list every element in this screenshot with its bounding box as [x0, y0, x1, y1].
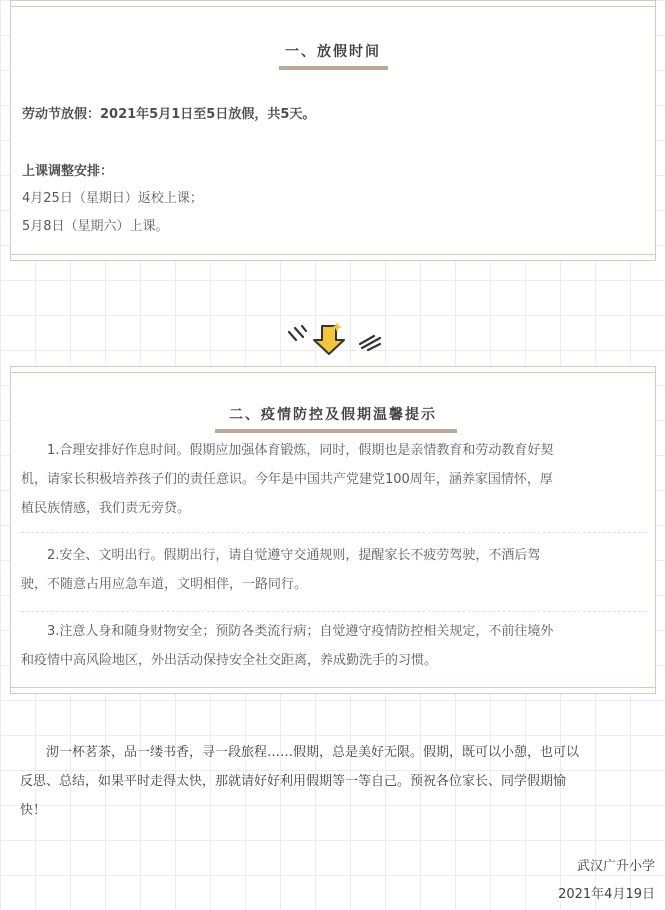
signature-date: 2021年4月19日	[558, 887, 655, 902]
closing-paragraph	[20, 738, 648, 825]
tip-paragraph	[21, 617, 646, 687]
down-arrow-icon	[284, 320, 384, 360]
tips-box	[10, 366, 656, 694]
tip-line: 1.合理安排好作息时间。假期应加强体育锻炼，同时，假期也是亲情教育和劳动教育好契	[21, 443, 554, 458]
closing-line: 沏一杯茗茶，品一缕书香，寻一段旅程……假期，总是美好无限。假期，既可以小憩，也可以	[20, 745, 580, 760]
holiday-dates: 劳动节放假：2021年5月1日至5日放假，共5天。	[22, 107, 316, 122]
holiday-schedule-box	[10, 0, 656, 261]
tip-line: 机，请家长积极培养孩子们的责任意识。今年是中国共产党建党100周年，涵养家国情怀，厚	[21, 472, 553, 487]
section2-title: 二、疫情防控及假期温馨提示	[229, 407, 437, 423]
adjust-heading: 上课调整安排：	[22, 164, 114, 179]
tip-paragraph	[21, 541, 646, 612]
section1-title-underline	[279, 66, 388, 70]
tip-line: 植民族情感，我们责无旁贷。	[21, 501, 191, 516]
closing-line: 反思、总结，如果平时走得太快，那就请好好利用假期等一等自己。预祝各位家长、同学假期愉	[20, 774, 567, 789]
adjust-item: 4月25日（星期日）返校上课；	[22, 191, 203, 206]
adjust-item: 5月8日（星期六）上课。	[22, 219, 169, 234]
tip-line: 3.注意人身和随身财物安全；预防各类流行病；自觉遵守疫情防控相关规定，不前往境外	[21, 624, 554, 639]
tip-paragraph	[21, 436, 646, 533]
tip-line: 驶，不随意占用应急车道，文明相伴，一路同行。	[21, 577, 308, 592]
tip-line: 和疫情中高风险地区，外出活动保持安全社交距离，养成勤洗手的习惯。	[21, 653, 438, 668]
signature-school: 武汉广升小学	[576, 859, 655, 874]
section2-title-underline	[215, 429, 457, 433]
section1-title: 一、放假时间	[285, 44, 381, 60]
closing-line: 快！	[20, 803, 47, 818]
down-arrow-decoration	[284, 320, 384, 360]
tip-line: 2.安全、文明出行。假期出行，请自觉遵守交通规则，提醒家长不疲劳驾驶，不酒后驾	[21, 548, 541, 563]
